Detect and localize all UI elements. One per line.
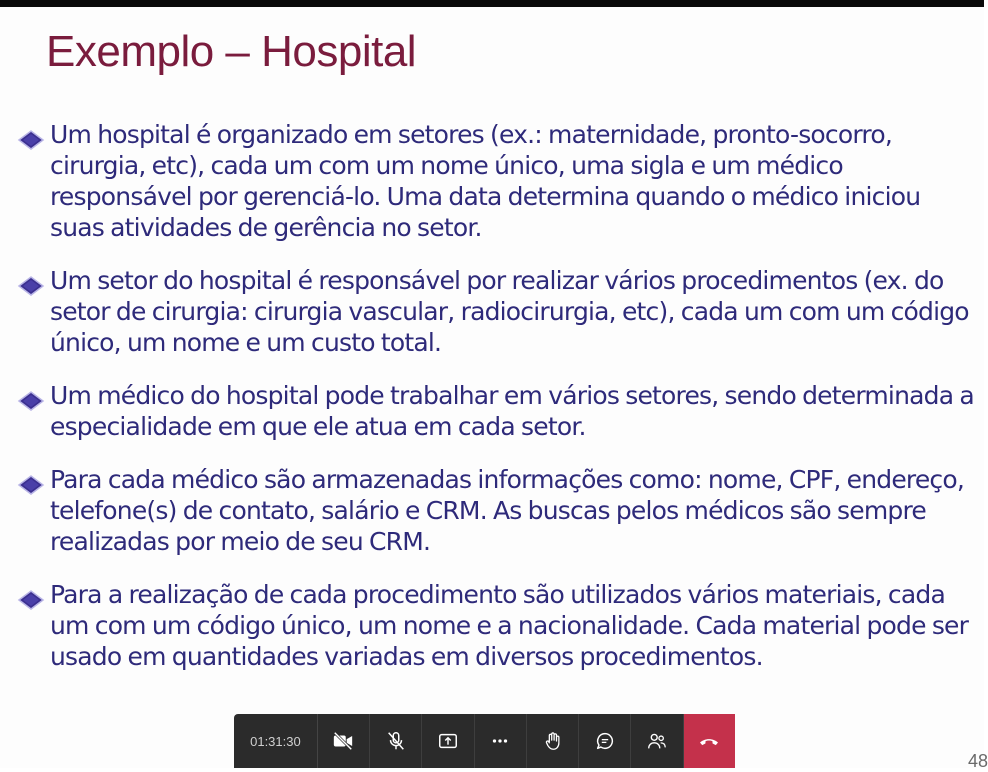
slide-page-number: 48 [967,751,988,771]
bullet-text: Para cada médico são armazenadas informações como: nome, CPF, endereço, telefone(s) de contato, salário e CRM. As buscas pelos médicos são sempre realizadas por meio de seu CRM. [50,465,964,556]
mic-off-button[interactable] [370,714,422,768]
camera-off-icon [332,730,354,752]
bullet-item [14,380,978,442]
raise-hand-icon [542,730,564,752]
chat-icon [594,730,616,752]
more-options-button[interactable] [475,714,527,768]
bullet-item [14,265,978,358]
diamond-bullet-icon [16,389,46,413]
slide-title: Exemplo – Hospital [46,27,417,76]
call-toolbar [234,714,735,768]
chat-button[interactable] [579,714,631,768]
bullet-text: Um setor do hospital é responsável por realizar vários procedimentos (ex. do setor de cirurgia: cirurgia vascular, radiocirurgia, etc), cada um com um código único, um nome e um custo total. [50,266,969,357]
bullet-item [14,119,978,243]
share-screen-icon [437,730,459,752]
bullet-list [14,119,978,694]
window-top-bar [0,0,984,7]
bullet-item [14,464,978,557]
presentation-slide [0,7,988,771]
participants-icon [646,730,668,752]
bullet-item [14,579,978,672]
diamond-bullet-icon [16,588,46,612]
mic-off-icon [385,730,407,752]
diamond-bullet-icon [16,128,46,152]
bullet-text: Para a realização de cada procedimento são utilizados vários materiais, cada um com um código único, um nome e a nacionalidade. Cada material pode ser usado em quantidades variadas em diversos procedimentos. [50,580,969,671]
share-screen-button[interactable] [422,714,474,768]
hang-up-icon [697,729,721,753]
hang-up-button[interactable] [684,714,735,768]
diamond-bullet-icon [16,274,46,298]
call-timer: 01:31:30 [234,714,318,768]
camera-off-button[interactable] [318,714,370,768]
participants-button[interactable] [631,714,683,768]
bullet-text: Um hospital é organizado em setores (ex.: maternidade, pronto-socorro, cirurgia, etc), cada um com um nome único, uma sigla e um médico responsável por gerenciá-lo. Uma data determina quando o médico iniciou suas atividades de gerência no setor. [50,120,921,242]
raise-hand-button[interactable] [527,714,579,768]
bullet-text: Um médico do hospital pode trabalhar em vários setores, sendo determinada a especialidade em que ele atua em cada setor. [50,381,974,441]
more-dots-icon [489,730,511,752]
diamond-bullet-icon [16,473,46,497]
